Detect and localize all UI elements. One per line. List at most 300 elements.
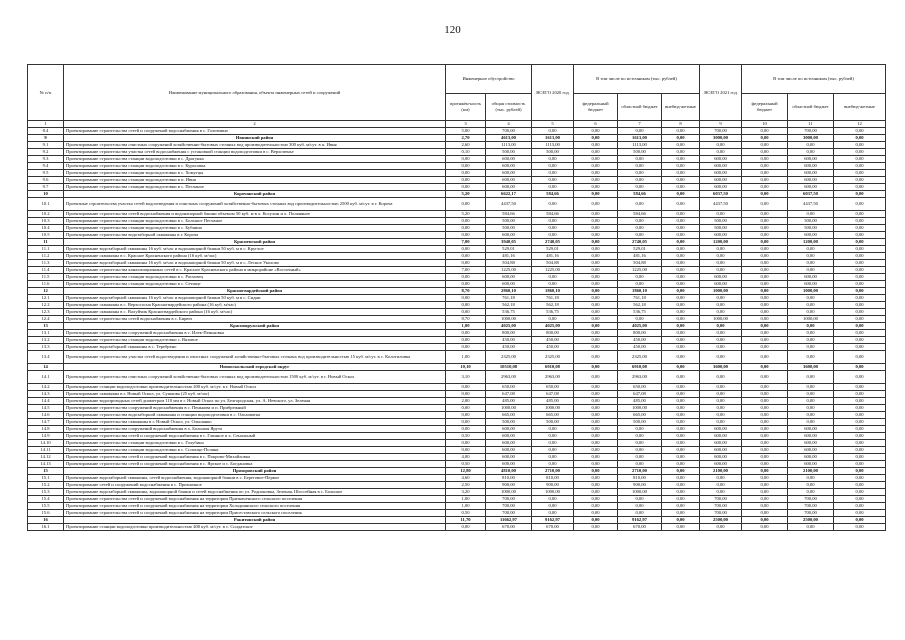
- row-value: 0,00: [446, 412, 486, 419]
- row-value: 0,00: [742, 170, 788, 177]
- row-value: 0,00: [662, 330, 700, 337]
- row-number: 11.6: [28, 281, 64, 288]
- row-number: 13: [28, 323, 64, 330]
- row-value: 0,00: [574, 426, 618, 433]
- table-row: [28, 510, 886, 517]
- row-value: 647,08: [486, 391, 532, 398]
- row-value: 0,00: [700, 295, 742, 302]
- district-row: [28, 468, 886, 475]
- column-number: 2: [64, 121, 446, 128]
- row-value: 600,00: [700, 447, 742, 454]
- table-row: [28, 433, 886, 440]
- row-value: 0,00: [742, 267, 788, 274]
- row-value: 6037,50: [788, 191, 834, 198]
- regional-2020-header: областной бюджет: [618, 94, 662, 121]
- row-value: 0,00: [446, 344, 486, 351]
- row-value: 0,00: [834, 364, 886, 371]
- row-value: 450,00: [486, 344, 532, 351]
- row-value: 536,75: [532, 309, 574, 316]
- row-value: 0,00: [834, 384, 886, 391]
- row-value: 0,00: [574, 232, 618, 239]
- col-number-header: № п/п: [28, 65, 64, 121]
- table-row: [28, 253, 886, 260]
- column-number: 11: [788, 121, 834, 128]
- table-row: [28, 461, 886, 468]
- row-value: 0,00: [834, 142, 886, 149]
- row-value: 0,00: [834, 419, 886, 426]
- row-number: 12.4: [28, 316, 64, 323]
- row-value: 0,00: [788, 267, 834, 274]
- table-row: [28, 426, 886, 433]
- row-value: 0,00: [618, 433, 662, 440]
- row-value: 485,00: [486, 398, 532, 405]
- district-row: [28, 364, 886, 371]
- row-value: 0,00: [574, 517, 618, 524]
- row-name: Проектирование строительства сетей и сооружений водоснабжения на территории Призначенского сельского поселения: [64, 496, 446, 503]
- row-value: 700,00: [486, 503, 532, 510]
- row-value: 0,00: [662, 433, 700, 440]
- row-value: 0,50: [446, 433, 486, 440]
- row-value: 600,00: [486, 447, 532, 454]
- row-number: 14.11: [28, 447, 64, 454]
- row-value: 0,00: [742, 503, 788, 510]
- row-value: 0,00: [446, 295, 486, 302]
- row-value: 4025,00: [532, 323, 574, 330]
- row-value: 1113,00: [618, 142, 662, 149]
- row-number: 12.2: [28, 302, 64, 309]
- row-value: 500,00: [788, 225, 834, 232]
- row-value: 0,00: [742, 184, 788, 191]
- row-value: 0,00: [618, 170, 662, 177]
- row-value: 2325,00: [532, 351, 574, 364]
- row-value: 0,00: [834, 398, 886, 405]
- row-number: 16: [28, 517, 64, 524]
- row-value: 0,00: [788, 384, 834, 391]
- row-value: 1200,00: [700, 239, 742, 246]
- row-value: 600,00: [700, 433, 742, 440]
- row-value: 0,00: [834, 260, 886, 267]
- row-value: 0,00: [662, 260, 700, 267]
- regional-2021-header: областной бюджет: [788, 94, 834, 121]
- row-value: 0,00: [618, 454, 662, 461]
- row-value: 562,18: [486, 302, 532, 309]
- row-value: 8,70: [446, 288, 486, 295]
- row-value: 1000,00: [618, 489, 662, 496]
- row-value: 650,00: [618, 384, 662, 391]
- row-value: 810,00: [486, 475, 532, 482]
- row-name: Проектирование строительства станции водоподготовки с. Вязовое: [64, 337, 446, 344]
- row-value: 0,00: [834, 496, 886, 503]
- row-value: 0,00: [532, 426, 574, 433]
- row-value: 0,00: [834, 281, 886, 288]
- row-value: 0,00: [834, 232, 886, 239]
- row-value: 0,00: [788, 489, 834, 496]
- row-value: 700,00: [700, 510, 742, 517]
- row-value: 500,00: [486, 149, 532, 156]
- table-row: [28, 177, 886, 184]
- row-number: 11.5: [28, 274, 64, 281]
- table-row: [28, 232, 886, 239]
- row-value: 670,00: [532, 524, 574, 531]
- row-number: 15.5: [28, 503, 64, 510]
- row-name: Проектирование строительства сооружений водоснабжения в х. Большая Ярута: [64, 426, 446, 433]
- row-name: Проектирование строительства сетей и сооружений водоснабжения на территории Присеставского сельского поселения: [64, 510, 446, 517]
- row-value: 0,00: [662, 461, 700, 468]
- row-value: 600,00: [700, 184, 742, 191]
- row-value: 0,00: [742, 419, 788, 426]
- table-row: [28, 316, 886, 323]
- table-row: [28, 267, 886, 274]
- row-value: 0,00: [742, 412, 788, 419]
- row-value: 1225,00: [532, 267, 574, 274]
- row-value: 0,00: [574, 267, 618, 274]
- row-value: 0,00: [446, 177, 486, 184]
- row-value: 0,00: [834, 323, 886, 330]
- row-value: 0,00: [662, 267, 700, 274]
- row-number: 14.5: [28, 405, 64, 412]
- row-value: 600,00: [700, 163, 742, 170]
- row-name: Проектирование строительства станции водоподготовки в с. Драгунка: [64, 156, 446, 163]
- row-value: 0,00: [574, 239, 618, 246]
- row-value: 0,00: [788, 371, 834, 384]
- row-name: Проектирование строительства станции водоподготовки в с. Бубнино: [64, 225, 446, 232]
- row-value: 600,00: [700, 281, 742, 288]
- row-value: 2325,00: [618, 351, 662, 364]
- offbudget-2021-header: внебюд-жетные: [834, 94, 886, 121]
- row-value: 0,00: [574, 419, 618, 426]
- row-value: 0,00: [446, 246, 486, 253]
- row-value: 0,00: [662, 412, 700, 419]
- row-value: 0,00: [700, 309, 742, 316]
- row-value: 0,00: [662, 496, 700, 503]
- row-number: 14.12: [28, 454, 64, 461]
- row-value: 0,00: [662, 344, 700, 351]
- row-value: 0,00: [574, 309, 618, 316]
- table-row: [28, 489, 886, 496]
- row-value: 0,00: [834, 524, 886, 531]
- row-value: 4025,00: [618, 323, 662, 330]
- row-value: 0,00: [532, 170, 574, 177]
- row-value: 810,00: [532, 475, 574, 482]
- row-value: 0,00: [788, 260, 834, 267]
- row-value: 0,00: [834, 128, 886, 135]
- column-number: 12: [834, 121, 886, 128]
- row-value: 0,00: [834, 433, 886, 440]
- table-row: [28, 225, 886, 232]
- row-value: 700,00: [788, 510, 834, 517]
- row-value: 0,00: [788, 398, 834, 405]
- row-value: 0,00: [834, 440, 886, 447]
- row-value: 0,00: [446, 426, 486, 433]
- row-name: Проектирование станции водоподготовки производительностью 200 куб. м/сут. в г. Новый Оскол: [64, 384, 446, 391]
- row-value: 0,00: [574, 440, 618, 447]
- row-value: 0,00: [662, 405, 700, 412]
- row-value: 0,00: [662, 142, 700, 149]
- row-value: 0,00: [788, 211, 834, 218]
- table-row: [28, 218, 886, 225]
- row-value: 0,00: [446, 419, 486, 426]
- row-value: 0,00: [700, 211, 742, 218]
- row-value: 450,00: [532, 337, 574, 344]
- row-value: 6037,50: [700, 191, 742, 198]
- district-row: [28, 239, 886, 246]
- row-value: 0,00: [700, 260, 742, 267]
- row-value: 1613,00: [532, 135, 574, 142]
- sources-2020-header: В том числе по источникам (тыс. рублей): [574, 65, 700, 94]
- row-value: 0,00: [532, 510, 574, 517]
- row-value: 0,00: [788, 323, 834, 330]
- row-value: 0,00: [574, 142, 618, 149]
- row-value: 900,00: [486, 482, 532, 489]
- row-value: 0,00: [662, 309, 700, 316]
- row-number: 13.3: [28, 344, 64, 351]
- row-value: 0,00: [446, 391, 486, 398]
- row-value: 1000,00: [700, 316, 742, 323]
- row-name: Прохоровский район: [64, 468, 446, 475]
- table-row: [28, 330, 886, 337]
- district-row: [28, 288, 886, 295]
- row-value: 500,00: [532, 149, 574, 156]
- row-value: 0,00: [662, 517, 700, 524]
- row-value: 0,00: [788, 149, 834, 156]
- row-value: 0,00: [742, 482, 788, 489]
- row-value: 2500,00: [700, 517, 742, 524]
- row-value: 600,00: [788, 454, 834, 461]
- row-value: 0,00: [834, 302, 886, 309]
- table-row: [28, 482, 886, 489]
- row-number: 9.5: [28, 170, 64, 177]
- row-value: 0,00: [834, 170, 886, 177]
- row-number: 9.3: [28, 156, 64, 163]
- row-value: 0,00: [834, 351, 886, 364]
- row-value: 485,00: [532, 398, 574, 405]
- row-value: 0,00: [618, 281, 662, 288]
- row-value: 600,00: [788, 177, 834, 184]
- row-value: 0,00: [700, 524, 742, 531]
- row-value: 1,00: [446, 503, 486, 510]
- row-value: 0,00: [618, 198, 662, 211]
- row-value: 1000,00: [486, 405, 532, 412]
- row-value: 0,00: [618, 128, 662, 135]
- row-value: 650,00: [486, 384, 532, 391]
- table-row: [28, 496, 886, 503]
- table-row: [28, 198, 886, 211]
- table-row: [28, 371, 886, 384]
- federal-2020-header: федеральный бюджет: [574, 94, 618, 121]
- row-value: 0,00: [662, 391, 700, 398]
- district-row: [28, 517, 886, 524]
- row-name: Новооскольский городской округ: [64, 364, 446, 371]
- row-value: 0,10: [446, 149, 486, 156]
- row-value: 0,00: [834, 447, 886, 454]
- row-value: 600,00: [700, 177, 742, 184]
- row-name: Проектирование водозаборной скважины, сетей водоснабжения, водонапорной башни в с. Береговое-Первое: [64, 475, 446, 482]
- row-value: 584,66: [486, 211, 532, 218]
- row-value: 600,00: [788, 163, 834, 170]
- row-value: 0,00: [574, 198, 618, 211]
- table-row: [28, 246, 886, 253]
- row-value: 500,00: [700, 218, 742, 225]
- row-value: 600,00: [486, 440, 532, 447]
- row-value: 0,50: [446, 510, 486, 517]
- row-value: 0,00: [700, 398, 742, 405]
- row-value: 4437,50: [700, 198, 742, 211]
- row-value: 0,00: [532, 184, 574, 191]
- row-value: 481,16: [532, 253, 574, 260]
- row-value: 0,00: [662, 170, 700, 177]
- row-value: 0,00: [662, 239, 700, 246]
- row-value: 0,00: [532, 156, 574, 163]
- row-name: Красногвардейский район: [64, 288, 446, 295]
- row-value: 0,00: [742, 128, 788, 135]
- row-value: 0,00: [834, 371, 886, 384]
- row-name: Проектирование водозаборной скважины 16 куб. м/час и водонапорной башни 50 куб. м в с. Круглое: [64, 246, 446, 253]
- row-value: 0,00: [742, 447, 788, 454]
- row-value: 0,00: [618, 461, 662, 468]
- row-number: 14.3: [28, 391, 64, 398]
- row-number: 13.1: [28, 330, 64, 337]
- table-row: [28, 454, 886, 461]
- table-row: [28, 163, 886, 170]
- row-value: 700,00: [700, 496, 742, 503]
- row-value: 0,00: [662, 323, 700, 330]
- row-value: 0,00: [446, 170, 486, 177]
- row-value: 1000,00: [618, 405, 662, 412]
- row-value: 11662,97: [486, 517, 532, 524]
- row-value: 0,00: [662, 489, 700, 496]
- row-value: 600,00: [788, 433, 834, 440]
- row-name: Проектирование строительства сетей водоснабжения и водонапорной башни объемом 50 куб. м в х. Косухин и х. Поляняное: [64, 211, 446, 218]
- row-value: 0,00: [446, 163, 486, 170]
- row-value: 2740,05: [618, 239, 662, 246]
- row-number: 14.10: [28, 440, 64, 447]
- row-value: 485,00: [618, 398, 662, 405]
- row-value: 0,00: [834, 246, 886, 253]
- row-value: 0,00: [700, 489, 742, 496]
- row-value: 0,00: [788, 391, 834, 398]
- row-value: 0,00: [574, 246, 618, 253]
- row-value: 0,00: [574, 163, 618, 170]
- row-value: 2325,00: [486, 351, 532, 364]
- row-value: 529,01: [486, 246, 532, 253]
- row-value: 0,00: [574, 461, 618, 468]
- row-value: 0,00: [742, 281, 788, 288]
- row-value: 600,00: [486, 177, 532, 184]
- row-value: 0,00: [742, 135, 788, 142]
- row-value: 0,00: [618, 177, 662, 184]
- row-value: 600,00: [486, 454, 532, 461]
- table-body: [28, 121, 886, 531]
- row-value: 0,00: [834, 405, 886, 412]
- row-value: 665,00: [486, 412, 532, 419]
- row-value: 810,00: [618, 475, 662, 482]
- row-value: 0,00: [834, 239, 886, 246]
- row-value: 0,00: [700, 149, 742, 156]
- row-name: Проектирование строительства водозаборной скважины в г. Короча: [64, 232, 446, 239]
- row-value: 0,00: [742, 364, 788, 371]
- row-number: 14.9: [28, 433, 64, 440]
- row-name: Проектирование строительства станции водоподготовки в с. Песчаное: [64, 184, 446, 191]
- column-number: 3: [446, 121, 486, 128]
- row-value: 4613,00: [486, 135, 532, 142]
- row-value: 1000,00: [486, 316, 532, 323]
- row-value: 2710,00: [618, 468, 662, 475]
- row-value: 1613,00: [618, 135, 662, 142]
- row-value: 0,00: [788, 142, 834, 149]
- row-value: 1000,00: [532, 489, 574, 496]
- column-number: 7: [618, 121, 662, 128]
- row-value: 0,00: [662, 419, 700, 426]
- row-value: 0,00: [574, 364, 618, 371]
- row-value: 0,00: [742, 330, 788, 337]
- row-value: 0,00: [662, 482, 700, 489]
- row-value: 0,00: [532, 177, 574, 184]
- row-value: 0,00: [574, 398, 618, 405]
- row-value: 700,00: [486, 128, 532, 135]
- row-number: 14.1: [28, 371, 64, 384]
- page-number: 120: [444, 24, 461, 36]
- row-value: 12,80: [446, 468, 486, 475]
- row-number: 14.4: [28, 398, 64, 405]
- row-value: 0,00: [532, 225, 574, 232]
- column-number-row: [28, 121, 886, 128]
- row-value: 0,00: [742, 510, 788, 517]
- row-value: 0,00: [834, 149, 886, 156]
- row-value: 0,00: [700, 142, 742, 149]
- row-value: 0,00: [834, 198, 886, 211]
- row-value: 600,00: [700, 440, 742, 447]
- row-value: 600,00: [788, 232, 834, 239]
- row-value: 600,00: [700, 426, 742, 433]
- table-row: [28, 156, 886, 163]
- row-value: 600,00: [700, 274, 742, 281]
- row-name: Проектирование строительства сетей и сооружений водоснабжения в с. Покрово-Михайловка: [64, 454, 446, 461]
- row-value: 0,00: [446, 309, 486, 316]
- row-value: 0,00: [788, 405, 834, 412]
- table-row: [28, 503, 886, 510]
- row-value: 0,50: [446, 461, 486, 468]
- row-value: 0,00: [788, 246, 834, 253]
- table-row: [28, 384, 886, 391]
- row-value: 0,00: [834, 482, 886, 489]
- row-value: 0,00: [532, 198, 574, 211]
- row-value: 0,00: [742, 246, 788, 253]
- row-value: 0,00: [574, 191, 618, 198]
- row-value: 0,00: [742, 344, 788, 351]
- column-number: 1: [28, 121, 64, 128]
- row-value: 0,00: [742, 398, 788, 405]
- table-row: [28, 260, 886, 267]
- row-value: 0,00: [700, 384, 742, 391]
- table-row: [28, 170, 886, 177]
- row-value: 504,88: [532, 260, 574, 267]
- row-value: 0,00: [532, 433, 574, 440]
- row-value: 0,00: [446, 260, 486, 267]
- row-value: 0,00: [574, 323, 618, 330]
- row-value: 761,18: [618, 295, 662, 302]
- row-value: 0,00: [742, 274, 788, 281]
- row-name: Проектирование строительства участка сетей водоснабжения с установкой станции водоподготовки в с. Верхопенье: [64, 149, 446, 156]
- row-value: 0,00: [834, 454, 886, 461]
- row-value: 0,00: [446, 253, 486, 260]
- row-value: 0,00: [532, 496, 574, 503]
- row-value: 0,00: [574, 156, 618, 163]
- row-value: 0,00: [446, 405, 486, 412]
- row-value: 0,00: [788, 482, 834, 489]
- row-value: 0,00: [446, 232, 486, 239]
- row-value: 0,00: [788, 337, 834, 344]
- row-value: 0,00: [574, 384, 618, 391]
